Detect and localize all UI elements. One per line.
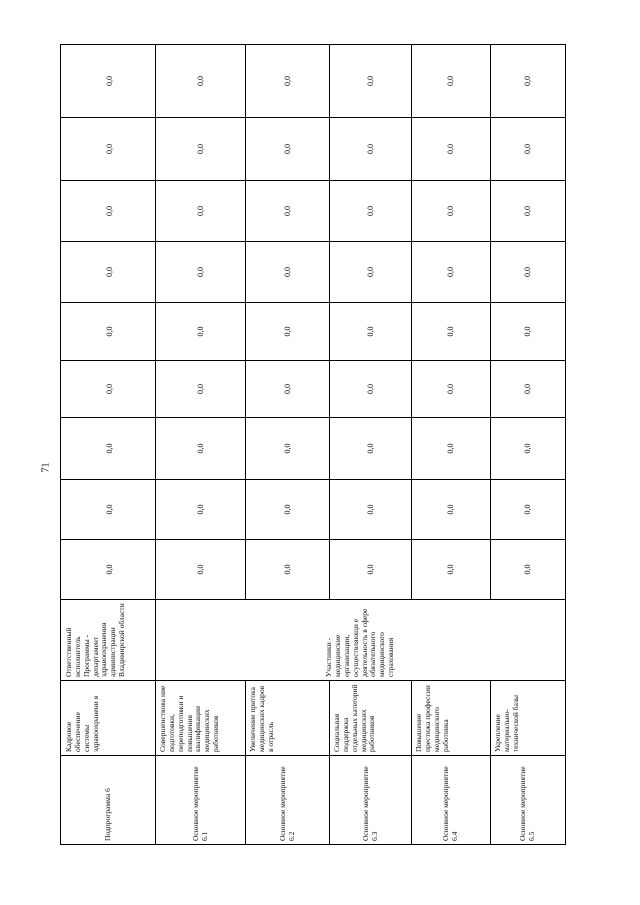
value-cell: 0,0 <box>491 361 566 418</box>
value-cell: 0,0 <box>61 181 156 242</box>
table-row <box>246 45 330 845</box>
value-cell: 0,0 <box>412 242 491 303</box>
value-cell: 0,0 <box>412 45 491 118</box>
page-number: 71 <box>40 462 52 473</box>
value-cell: 0,0 <box>491 242 566 303</box>
value-cell: 0,0 <box>330 418 412 480</box>
value-cell: 0,0 <box>61 540 156 600</box>
table-row <box>491 45 566 845</box>
row-title: Увеличение притока медицинских кадров в отрасль <box>246 681 330 756</box>
value-cell: 0,0 <box>156 181 246 242</box>
value-cell: 0,0 <box>491 181 566 242</box>
value-cell: 0,0 <box>330 118 412 181</box>
table-row <box>156 45 246 845</box>
value-cell: 0,0 <box>61 118 156 181</box>
value-cell: 0,0 <box>330 45 412 118</box>
row-title: Кадровое обеспечение системы здравоохранени я <box>61 681 156 756</box>
value-cell: 0,0 <box>61 45 156 118</box>
value-cell: 0,0 <box>246 242 330 303</box>
row-name: Основное мероприятие 6.4 <box>412 756 491 845</box>
value-cell: 0,0 <box>246 418 330 480</box>
value-cell: 0,0 <box>491 418 566 480</box>
value-cell: 0,0 <box>412 361 491 418</box>
table-row <box>412 45 491 845</box>
value-cell: 0,0 <box>491 480 566 540</box>
value-cell: 0,0 <box>412 540 491 600</box>
row-name: Основное мероприятие 6.2 <box>246 756 330 845</box>
row-title: Повышение престижа профессии медицинского работника <box>412 681 491 756</box>
value-cell: 0,0 <box>156 118 246 181</box>
row-name: Подпрограмма 6 <box>61 756 156 845</box>
value-cell: 0,0 <box>491 540 566 600</box>
participants: Участники - медицинские организации, осуществляющи е деятельность в сфере обязательного медицинского страхования <box>156 600 566 681</box>
row-name: Основное мероприятие 6.3 <box>330 756 412 845</box>
value-cell: 0,0 <box>412 480 491 540</box>
row-name: Основное мероприятие 6.5 <box>491 756 566 845</box>
value-cell: 0,0 <box>330 480 412 540</box>
value-cell: 0,0 <box>330 181 412 242</box>
value-cell: 0,0 <box>156 45 246 118</box>
value-cell: 0,0 <box>491 45 566 118</box>
value-cell: 0,0 <box>491 303 566 361</box>
value-cell: 0,0 <box>61 361 156 418</box>
value-cell: 0,0 <box>61 242 156 303</box>
value-cell: 0,0 <box>330 303 412 361</box>
value-cell: 0,0 <box>61 480 156 540</box>
table-row <box>61 45 156 845</box>
row-title: Социальная поддержка отдельных категорий медицинских работников <box>330 681 412 756</box>
value-cell: 0,0 <box>246 480 330 540</box>
value-cell: 0,0 <box>330 242 412 303</box>
rotated-table-page <box>60 45 565 845</box>
value-cell: 0,0 <box>330 540 412 600</box>
value-cell: 0,0 <box>246 361 330 418</box>
value-cell: 0,0 <box>156 480 246 540</box>
value-cell: 0,0 <box>156 418 246 480</box>
row-name: Основное мероприятие 6.1 <box>156 756 246 845</box>
value-cell: 0,0 <box>330 361 412 418</box>
value-cell: 0,0 <box>246 303 330 361</box>
value-cell: 0,0 <box>412 181 491 242</box>
value-cell: 0,0 <box>246 118 330 181</box>
value-cell: 0,0 <box>156 242 246 303</box>
value-cell: 0,0 <box>412 418 491 480</box>
value-cell: 0,0 <box>61 303 156 361</box>
value-cell: 0,0 <box>156 540 246 600</box>
value-cell: 0,0 <box>412 303 491 361</box>
value-cell: 0,0 <box>491 118 566 181</box>
subprogram-table <box>60 44 566 845</box>
value-cell: 0,0 <box>156 361 246 418</box>
value-cell: 0,0 <box>61 418 156 480</box>
value-cell: 0,0 <box>412 118 491 181</box>
value-cell: 0,0 <box>246 45 330 118</box>
responsible-executor: Ответственный исполнитель Программы - департамент здравоохранения администрации Владимирской области <box>61 600 156 681</box>
value-cell: 0,0 <box>246 540 330 600</box>
row-title: Укрепление материально-технической базы <box>491 681 566 756</box>
value-cell: 0,0 <box>156 303 246 361</box>
table-row <box>330 45 412 845</box>
row-title: Совершенствова ние подготовки, переподготовки и повышения квалификации медицинских работников <box>156 681 246 756</box>
value-cell: 0,0 <box>246 181 330 242</box>
